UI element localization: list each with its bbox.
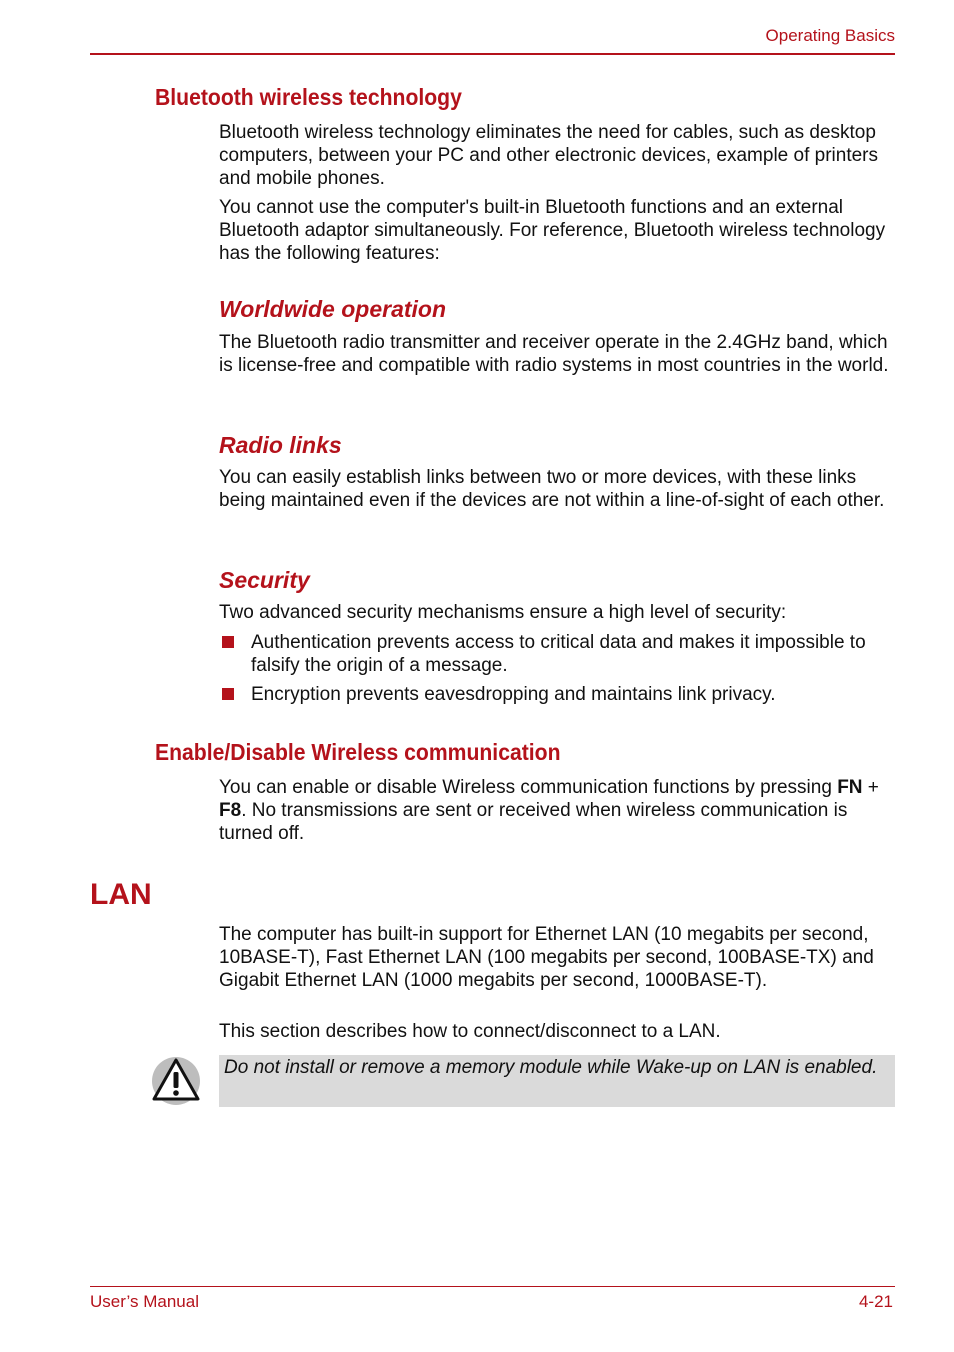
key-f8: F8: [219, 800, 242, 821]
footer-manual-title: User’s Manual: [90, 1292, 199, 1311]
square-bullet-icon: [222, 636, 234, 648]
caution-note: Do not install or remove a memory module while Wake-up on LAN is enabled.: [219, 1055, 895, 1107]
enable-disable-paragraph: [219, 776, 895, 845]
heading-enable-disable-wireless: Enable/Disable Wireless communication: [155, 739, 561, 765]
radio-links-paragraph: You can easily establish links between two or more devices, with these links being maintained even if the devices are not within a line-of-sight of each other.: [219, 467, 885, 511]
square-bullet-icon: [222, 688, 234, 700]
worldwide-paragraph: The Bluetooth radio transmitter and receiver operate in the 2.4GHz band, which is license-free and compatible with radio systems in most countries in the world.: [219, 332, 889, 376]
key-fn: FN: [837, 777, 863, 798]
header-rule: [90, 53, 895, 55]
running-header: Operating Basics: [765, 26, 895, 45]
bluetooth-paragraph-1: Bluetooth wireless technology eliminates the need for cables, such as desktop computers, between your PC and other electronic devices, example of printers and mobile phones.: [219, 122, 878, 189]
bullet-text: Authentication prevents access to critical data and makes it impossible to falsify the origin of a message.: [251, 632, 866, 676]
warning-triangle-icon: [150, 1055, 202, 1107]
lan-paragraph-1: The computer has built-in support for Ethernet LAN (10 megabits per second, 10BASE-T), Fast Ethernet LAN (100 megabits per second, 100BASE-TX) and Gigabit Ethernet LAN (1000 megabits per second, 1000BASE-T).: [219, 924, 874, 991]
heading-radio-links: Radio links: [219, 432, 342, 458]
security-bullet-1: [219, 631, 895, 677]
bullet-text: Encryption prevents eavesdropping and maintains link privacy.: [251, 684, 776, 705]
heading-security: Security: [219, 567, 310, 593]
footer-rule: [90, 1286, 895, 1287]
footer-page-number: 4-21: [858, 1292, 893, 1311]
security-bullet-2: [219, 683, 895, 706]
lan-paragraph-2: This section describes how to connect/disconnect to a LAN.: [219, 1021, 721, 1042]
enable-text-a: You can enable or disable Wireless communication functions by pressing: [219, 777, 838, 798]
heading-worldwide-operation: Worldwide operation: [219, 296, 447, 322]
plus-sign: +: [862, 777, 879, 798]
security-paragraph: Two advanced security mechanisms ensure a high level of security:: [219, 602, 787, 623]
bluetooth-paragraph-2: You cannot use the computer's built-in Bluetooth functions and an external Bluetooth adaptor simultaneously. For reference, Bluetooth wireless technology has the following features:: [219, 197, 886, 264]
heading-lan: LAN: [90, 878, 152, 911]
enable-text-b: . No transmissions are sent or received when wireless communication is turned off.: [219, 800, 848, 844]
heading-bluetooth: Bluetooth wireless technology: [155, 84, 462, 110]
